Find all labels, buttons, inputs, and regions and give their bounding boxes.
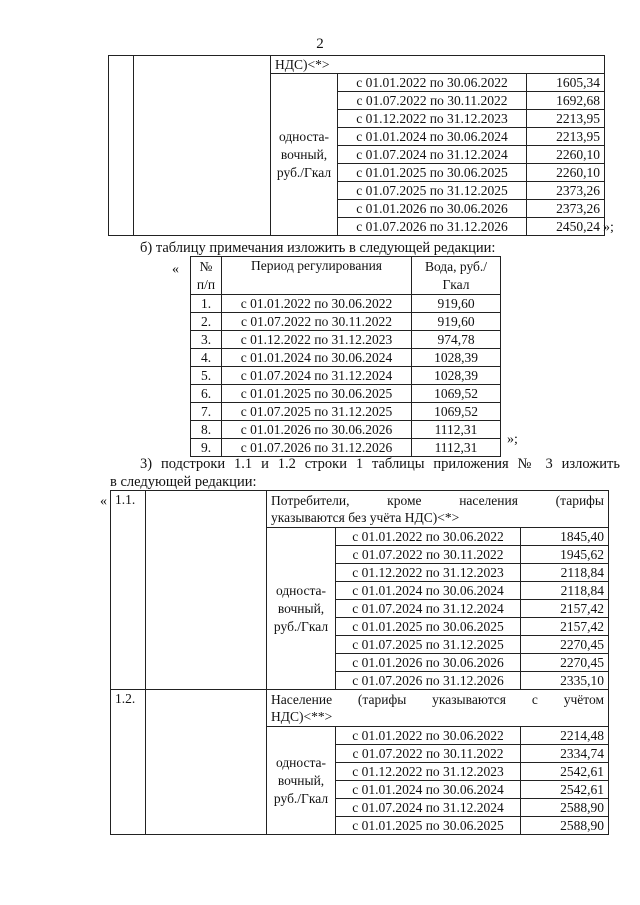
tariff-value-cell: 2588,90 [521,799,609,817]
column-header-period: Период регулирования [222,257,412,295]
tariff-value-cell: 2450,24 [527,218,605,236]
period-cell: с 01.07.2024 по 31.12.2024 [336,799,521,817]
tariff-value-cell: 2260,10 [527,146,605,164]
table-a-consumer-cell [134,56,271,236]
period-cell: с 01.07.2022 по 30.11.2022 [222,313,412,331]
water-value-cell: 1028,39 [412,349,501,367]
subrow-empty-cell [146,491,267,690]
page-number: 2 [316,36,324,52]
row-number-cell: 4. [191,349,222,367]
water-tariff-table [190,256,501,457]
subrow-empty-cell [146,690,267,835]
row-number-cell: 3. [191,331,222,349]
tariff-value-cell: 2270,45 [521,636,609,654]
table-a-close-mark: »; [603,220,614,235]
period-cell: с 01.01.2024 по 30.06.2024 [336,582,521,600]
period-cell: с 01.07.2025 по 31.12.2025 [338,182,527,200]
consumer-description-cell [267,491,609,528]
tariff-value-cell: 2118,84 [521,564,609,582]
subrow-number-cell: 1.1. [111,491,146,690]
subrow-header [111,690,609,727]
period-cell: с 01.01.2024 по 30.06.2024 [336,781,521,799]
tariff-value-cell: 2334,74 [521,745,609,763]
tariff-value-cell: 2373,26 [527,200,605,218]
tariff-value-cell: 2373,26 [527,182,605,200]
tariff-value-cell: 1945,62 [521,546,609,564]
period-cell: с 01.12.2022 по 31.12.2023 [336,564,521,582]
water-value-cell: 974,78 [412,331,501,349]
water-value-cell: 1069,52 [412,403,501,421]
consumer-description-line2: НДС)<**> [271,709,333,724]
period-cell: с 01.07.2025 по 31.12.2025 [336,636,521,654]
consumer-description-line2: указываются без учёта НДС)<*> [271,510,460,525]
tariff-value-cell: 1692,68 [527,92,605,110]
table-row [191,295,501,313]
table-a-header-row [109,56,605,74]
water-value-cell: 1069,52 [412,385,501,403]
consumer-description-line1: Население (тарифы указываются с учётом [271,692,604,707]
tariff-value-cell: 2157,42 [521,618,609,636]
period-cell: с 01.01.2025 по 30.06.2025 [336,618,521,636]
period-cell: с 01.12.2022 по 31.12.2023 [222,331,412,349]
tariff-value-cell: 2270,45 [521,654,609,672]
period-cell: с 01.07.2022 по 30.11.2022 [338,92,527,110]
tariff-value-cell: 2588,90 [521,817,609,835]
period-cell: с 01.01.2026 по 30.06.2026 [336,654,521,672]
row-number-cell: 6. [191,385,222,403]
period-cell: с 01.01.2026 по 30.06.2026 [338,200,527,218]
table-c-open-mark: « [100,494,107,509]
water-value-cell: 919,60 [412,295,501,313]
consumer-tariff-table [110,490,609,835]
table-b-open-mark: « [172,262,179,277]
row-number-cell: 1. [191,295,222,313]
period-cell: с 01.01.2024 по 30.06.2024 [338,128,527,146]
table-row [191,439,501,457]
period-cell: с 01.01.2022 по 30.06.2022 [336,727,521,745]
unit-cell: односта-вочный, руб./Гкал [271,74,338,236]
period-cell: с 01.07.2024 по 31.12.2024 [222,367,412,385]
tariff-value-cell: 2213,95 [527,110,605,128]
tariff-value-cell: 2213,95 [527,128,605,146]
tariff-value-cell: 2214,48 [521,727,609,745]
period-cell: с 01.07.2026 по 31.12.2026 [222,439,412,457]
period-cell: с 01.07.2022 по 30.11.2022 [336,546,521,564]
row-number-cell: 5. [191,367,222,385]
water-value-cell: 1028,39 [412,367,501,385]
period-cell: с 01.12.2022 по 31.12.2023 [336,763,521,781]
tariff-value-cell: 2335,10 [521,672,609,690]
paragraph-3-line1: 3) подстроки 1.1 и 1.2 строки 1 таблицы приложения № 3 изложить [140,456,620,472]
period-cell: с 01.01.2022 по 30.06.2022 [222,295,412,313]
column-header-number: № п/п [191,257,222,295]
period-cell: с 01.07.2022 по 30.11.2022 [336,745,521,763]
period-cell: с 01.01.2024 по 30.06.2024 [222,349,412,367]
period-cell: с 01.07.2024 по 31.12.2024 [338,146,527,164]
table-row [191,421,501,439]
column-header-water: Вода, руб./Гкал [412,257,501,295]
table-b-close-mark: »; [507,432,518,447]
period-cell: с 01.01.2022 по 30.06.2022 [336,528,521,546]
table-row [191,313,501,331]
row-number-cell: 7. [191,403,222,421]
row-number-cell: 2. [191,313,222,331]
water-value-cell: 1112,31 [412,421,501,439]
paragraph-b: б) таблицу примечания изложить в следующей редакции: [140,240,496,256]
subrow-header [111,491,609,528]
period-cell: с 01.07.2024 по 31.12.2024 [336,600,521,618]
unit-cell: односта-вочный, руб./Гкал [267,528,336,690]
period-cell: с 01.01.2025 по 30.06.2025 [336,817,521,835]
table-a-number-cell [109,56,134,236]
table-row [191,349,501,367]
table-row [191,385,501,403]
tariff-value-cell: 2542,61 [521,763,609,781]
period-cell: с 01.07.2026 по 31.12.2026 [338,218,527,236]
row-number-cell: 8. [191,421,222,439]
tariff-value-cell: 2542,61 [521,781,609,799]
row-number-cell: 9. [191,439,222,457]
table-row [191,331,501,349]
period-cell: с 01.01.2025 по 30.06.2025 [338,164,527,182]
period-cell: с 01.01.2026 по 30.06.2026 [222,421,412,439]
table-row [191,367,501,385]
table-a-header-tail: НДС)<*> [271,56,605,74]
tariff-value-cell: 2118,84 [521,582,609,600]
tariff-value-cell: 1605,34 [527,74,605,92]
period-cell: с 01.07.2025 по 31.12.2025 [222,403,412,421]
tariff-value-cell: 1845,40 [521,528,609,546]
tariff-value-cell: 2260,10 [527,164,605,182]
tariff-value-cell: 2157,42 [521,600,609,618]
water-value-cell: 1112,31 [412,439,501,457]
table-row [191,403,501,421]
period-cell: с 01.12.2022 по 31.12.2023 [338,110,527,128]
subrow-number-cell: 1.2. [111,690,146,835]
paragraph-3-line2: в следующей редакции: [110,474,257,490]
period-cell: с 01.01.2025 по 30.06.2025 [222,385,412,403]
period-cell: с 01.01.2022 по 30.06.2022 [338,74,527,92]
consumer-description-cell [267,690,609,727]
consumer-description-line1: Потребители, кроме населения (тарифы [271,493,604,508]
tariff-table-continued [108,55,605,236]
water-value-cell: 919,60 [412,313,501,331]
unit-cell: односта-вочный, руб./Гкал [267,727,336,835]
period-cell: с 01.07.2026 по 31.12.2026 [336,672,521,690]
